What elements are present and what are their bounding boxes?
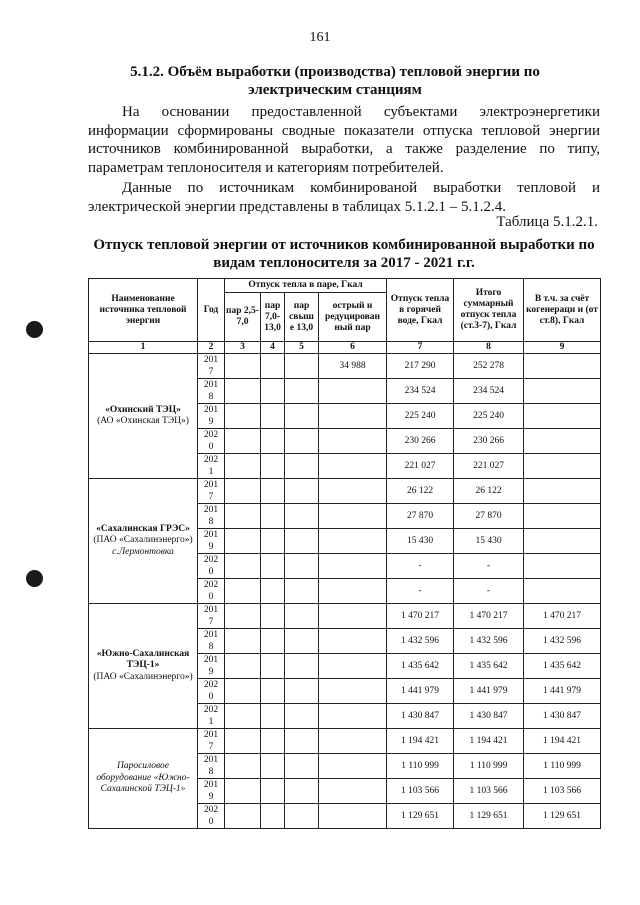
year-cell (198, 704, 225, 729)
value-cell-c7: 27 870 (387, 504, 454, 529)
header-steam-7-13: пар 7,0-13,0 (261, 293, 285, 342)
heat-output-table (88, 278, 601, 829)
value-cell-c6 (319, 454, 387, 479)
year-part: 202 (203, 580, 219, 590)
value-cell-c4 (261, 729, 285, 754)
year-part: 7 (208, 742, 214, 752)
value-cell-c8: 1 435 642 (454, 654, 524, 679)
header-steam-sharp: острый и редуцирован ный пар (319, 293, 387, 342)
year-part: 9 (208, 417, 214, 427)
value-cell-c5 (285, 629, 319, 654)
value-cell-c6 (319, 704, 387, 729)
value-cell-c6 (319, 604, 387, 629)
table-row (89, 479, 601, 504)
value-cell-c7: 1 129 651 (387, 804, 454, 829)
value-cell-c9: 1 470 217 (524, 604, 601, 629)
value-cell-c7: 1 470 217 (387, 604, 454, 629)
year-part: 8 (208, 517, 214, 527)
year-part: 8 (208, 392, 214, 402)
value-cell-c3 (225, 754, 261, 779)
value-cell-c8: 1 194 421 (454, 729, 524, 754)
value-cell-c8: 230 266 (454, 429, 524, 454)
value-cell-c3 (225, 404, 261, 429)
source-name-cell (89, 729, 198, 829)
value-cell-c4 (261, 404, 285, 429)
value-cell-c5 (285, 429, 319, 454)
value-cell-c8: 225 240 (454, 404, 524, 429)
table-title: Отпуск тепловой энергии от источников комбинированной выработки по видам теплоносителя за 2017 - 2021 г.г. (93, 237, 595, 271)
column-number: 8 (454, 342, 524, 354)
year-part: 0 (208, 817, 214, 827)
value-cell-c6 (319, 679, 387, 704)
value-cell-c8: 234 524 (454, 379, 524, 404)
value-cell-c3 (225, 654, 261, 679)
year-part: 201 (203, 780, 219, 790)
value-cell-c4 (261, 604, 285, 629)
source-owner: (ПАО «Сахалинэнерго») (93, 671, 193, 682)
value-cell-c3 (225, 354, 261, 379)
value-cell-c4 (261, 479, 285, 504)
value-cell-c9: 1 129 651 (524, 804, 601, 829)
binder-hole-icon (26, 570, 43, 587)
value-cell-c9 (524, 404, 601, 429)
header-steam-over-13: пар свыш е 13,0 (285, 293, 319, 342)
value-cell-c8: 1 110 999 (454, 754, 524, 779)
value-cell-c9 (524, 429, 601, 454)
value-cell-c5 (285, 454, 319, 479)
value-cell-c9 (524, 579, 601, 604)
column-number: 2 (198, 342, 225, 354)
value-cell-c4 (261, 704, 285, 729)
value-cell-c6 (319, 629, 387, 654)
value-cell-c6 (319, 504, 387, 529)
value-cell-c8: 1 470 217 (454, 604, 524, 629)
year-part: 0 (208, 442, 214, 452)
value-cell-c8: 27 870 (454, 504, 524, 529)
header-source: Наименование источника тепловой энергии (89, 279, 198, 342)
source-name: «Южно-Сахалинская ТЭЦ-1» (96, 648, 190, 671)
value-cell-c7: - (387, 554, 454, 579)
year-cell (198, 804, 225, 829)
value-cell-c8: 221 027 (454, 454, 524, 479)
value-cell-c7: 15 430 (387, 529, 454, 554)
year-part: 201 (203, 380, 219, 390)
year-part: 201 (203, 530, 219, 540)
value-cell-c7: 26 122 (387, 479, 454, 504)
value-cell-c5 (285, 479, 319, 504)
column-number: 6 (319, 342, 387, 354)
year-cell (198, 729, 225, 754)
year-part: 9 (208, 542, 214, 552)
year-part: 201 (203, 405, 219, 415)
value-cell-c8: 1 430 847 (454, 704, 524, 729)
source-name: «Сахалинская ГРЭС» (96, 523, 190, 534)
value-cell-c8: 1 103 566 (454, 779, 524, 804)
value-cell-c7: 1 194 421 (387, 729, 454, 754)
value-cell-c4 (261, 354, 285, 379)
source-name: «Охинский ТЭЦ» (105, 404, 181, 415)
value-cell-c3 (225, 804, 261, 829)
value-cell-c4 (261, 554, 285, 579)
value-cell-c3 (225, 554, 261, 579)
value-cell-c8: 1 432 596 (454, 629, 524, 654)
value-cell-c9: 1 435 642 (524, 654, 601, 679)
year-cell (198, 529, 225, 554)
value-cell-c6 (319, 529, 387, 554)
value-cell-c8: 26 122 (454, 479, 524, 504)
year-part: 201 (203, 730, 219, 740)
year-part: 0 (208, 567, 214, 577)
year-part: 9 (208, 792, 214, 802)
value-cell-c5 (285, 404, 319, 429)
value-cell-c6 (319, 779, 387, 804)
value-cell-c5 (285, 529, 319, 554)
header-cogeneration: В т.ч. за счёт когенераци и (от ст.8), Гкал (524, 279, 601, 342)
year-part: 1 (208, 717, 214, 727)
source-owner: (АО «Охинская ТЭЦ») (97, 416, 189, 426)
year-part: 7 (208, 492, 214, 502)
year-part: 201 (203, 655, 219, 665)
value-cell-c7: 1 435 642 (387, 654, 454, 679)
value-cell-c5 (285, 654, 319, 679)
year-part: 202 (203, 555, 219, 565)
value-cell-c7: 1 441 979 (387, 679, 454, 704)
year-part: 201 (203, 755, 219, 765)
value-cell-c3 (225, 454, 261, 479)
value-cell-c7: 1 110 999 (387, 754, 454, 779)
value-cell-c3 (225, 579, 261, 604)
year-cell (198, 654, 225, 679)
year-cell (198, 779, 225, 804)
value-cell-c3 (225, 629, 261, 654)
value-cell-c3 (225, 779, 261, 804)
value-cell-c8: - (454, 579, 524, 604)
year-part: 7 (208, 367, 214, 377)
year-part: 9 (208, 667, 214, 677)
value-cell-c3 (225, 529, 261, 554)
source-location: с.Лермонтовка (112, 546, 174, 557)
year-part: 201 (203, 630, 219, 640)
value-cell-c4 (261, 504, 285, 529)
value-cell-c4 (261, 429, 285, 454)
value-cell-c7: 234 524 (387, 379, 454, 404)
value-cell-c7: 225 240 (387, 404, 454, 429)
value-cell-c4 (261, 779, 285, 804)
value-cell-c9 (524, 379, 601, 404)
source-name-cell (89, 354, 198, 479)
value-cell-c9 (524, 554, 601, 579)
value-cell-c6 (319, 579, 387, 604)
value-cell-c4 (261, 679, 285, 704)
value-cell-c5 (285, 679, 319, 704)
value-cell-c5 (285, 554, 319, 579)
year-part: 0 (208, 592, 214, 602)
table-row (89, 354, 601, 379)
value-cell-c8: - (454, 554, 524, 579)
year-part: 201 (203, 605, 219, 615)
value-cell-c4 (261, 629, 285, 654)
year-cell (198, 504, 225, 529)
header-steam-group: Отпуск тепла в паре, Гкал (225, 279, 387, 293)
value-cell-c7: 230 266 (387, 429, 454, 454)
value-cell-c4 (261, 579, 285, 604)
section-heading: 5.1.2. Объём выработки (производства) тепловой энергии по электрическим станциям (130, 64, 540, 98)
column-number: 4 (261, 342, 285, 354)
value-cell-c9: 1 103 566 (524, 779, 601, 804)
year-cell (198, 754, 225, 779)
value-cell-c6: 34 988 (319, 354, 387, 379)
value-cell-c7: 1 103 566 (387, 779, 454, 804)
header-year: Год (198, 279, 225, 342)
year-part: 201 (203, 480, 219, 490)
header-total: Итого суммарный отпуск тепла (ст.3-7), Гкал (454, 279, 524, 342)
paragraph-1: На основании предоставленной субъектами электроэнергетики информации сформированы сводные показатели отпуска тепловой энергии источников комбинированной выработки, а также разделение по типу, параметрам теплоносителя и категориям потребителей. (88, 104, 600, 176)
value-cell-c8: 1 441 979 (454, 679, 524, 704)
value-cell-c5 (285, 779, 319, 804)
value-cell-c9 (524, 454, 601, 479)
table-row (89, 604, 601, 629)
year-part: 1 (208, 467, 214, 477)
value-cell-c8: 252 278 (454, 354, 524, 379)
value-cell-c7: - (387, 579, 454, 604)
column-number: 7 (387, 342, 454, 354)
value-cell-c5 (285, 504, 319, 529)
value-cell-c9 (524, 354, 601, 379)
value-cell-c9: 1 194 421 (524, 729, 601, 754)
value-cell-c6 (319, 479, 387, 504)
column-number: 1 (89, 342, 198, 354)
value-cell-c3 (225, 479, 261, 504)
value-cell-c7: 1 430 847 (387, 704, 454, 729)
value-cell-c6 (319, 654, 387, 679)
value-cell-c5 (285, 379, 319, 404)
year-part: 202 (203, 705, 219, 715)
value-cell-c3 (225, 504, 261, 529)
year-part: 202 (203, 680, 219, 690)
table-row (89, 729, 601, 754)
year-cell (198, 379, 225, 404)
value-cell-c7: 1 432 596 (387, 629, 454, 654)
value-cell-c3 (225, 429, 261, 454)
year-cell (198, 554, 225, 579)
year-cell (198, 629, 225, 654)
year-cell (198, 354, 225, 379)
year-cell (198, 679, 225, 704)
value-cell-c8: 15 430 (454, 529, 524, 554)
value-cell-c9: 1 432 596 (524, 629, 601, 654)
year-part: 0 (208, 692, 214, 702)
column-number: 9 (524, 342, 601, 354)
binder-hole-icon (26, 321, 43, 338)
value-cell-c4 (261, 454, 285, 479)
value-cell-c3 (225, 679, 261, 704)
value-cell-c5 (285, 754, 319, 779)
year-part: 8 (208, 767, 214, 777)
paragraph-2: Данные по источникам комбинированой выработки тепловой и электрической энергии представлены в таблицах 5.1.2.1 – 5.1.2.4. (88, 180, 600, 215)
value-cell-c5 (285, 729, 319, 754)
source-name-cell (89, 479, 198, 604)
year-part: 201 (203, 355, 219, 365)
value-cell-c3 (225, 729, 261, 754)
table-body (89, 354, 601, 829)
value-cell-c6 (319, 729, 387, 754)
value-cell-c5 (285, 804, 319, 829)
year-part: 201 (203, 505, 219, 515)
source-owner: (ПАО «Сахалинэнерго») (93, 535, 193, 546)
year-cell (198, 454, 225, 479)
value-cell-c5 (285, 354, 319, 379)
value-cell-c9 (524, 529, 601, 554)
value-cell-c3 (225, 704, 261, 729)
header-steam-2-5-7: пар 2,5-7,0 (225, 293, 261, 342)
value-cell-c6 (319, 379, 387, 404)
value-cell-c5 (285, 604, 319, 629)
year-part: 202 (203, 805, 219, 815)
value-cell-c7: 217 290 (387, 354, 454, 379)
value-cell-c9: 1 430 847 (524, 704, 601, 729)
year-cell (198, 579, 225, 604)
value-cell-c9: 1 441 979 (524, 679, 601, 704)
value-cell-c4 (261, 379, 285, 404)
source-location: Паросиловое оборудование «Южно-Сахалинской ТЭЦ-1» (96, 761, 190, 795)
value-cell-c5 (285, 579, 319, 604)
year-part: 7 (208, 617, 214, 627)
year-cell (198, 479, 225, 504)
value-cell-c9: 1 110 999 (524, 754, 601, 779)
value-cell-c6 (319, 404, 387, 429)
year-cell (198, 429, 225, 454)
value-cell-c8: 1 129 651 (454, 804, 524, 829)
page-number: 161 (309, 30, 331, 45)
column-number: 5 (285, 342, 319, 354)
year-cell (198, 404, 225, 429)
value-cell-c9 (524, 504, 601, 529)
source-name-cell (89, 604, 198, 729)
column-number: 3 (225, 342, 261, 354)
value-cell-c6 (319, 429, 387, 454)
value-cell-c7: 221 027 (387, 454, 454, 479)
value-cell-c3 (225, 379, 261, 404)
year-part: 8 (208, 642, 214, 652)
year-part: 202 (203, 455, 219, 465)
year-part: 202 (203, 430, 219, 440)
value-cell-c5 (285, 704, 319, 729)
value-cell-c4 (261, 529, 285, 554)
value-cell-c4 (261, 754, 285, 779)
value-cell-c3 (225, 604, 261, 629)
value-cell-c6 (319, 554, 387, 579)
value-cell-c6 (319, 754, 387, 779)
value-cell-c9 (524, 479, 601, 504)
table-number: Таблица 5.1.2.1. (496, 214, 598, 230)
value-cell-c4 (261, 804, 285, 829)
year-cell (198, 604, 225, 629)
header-hot-water: Отпуск тепла в горячей воде, Гкал (387, 279, 454, 342)
value-cell-c6 (319, 804, 387, 829)
value-cell-c4 (261, 654, 285, 679)
